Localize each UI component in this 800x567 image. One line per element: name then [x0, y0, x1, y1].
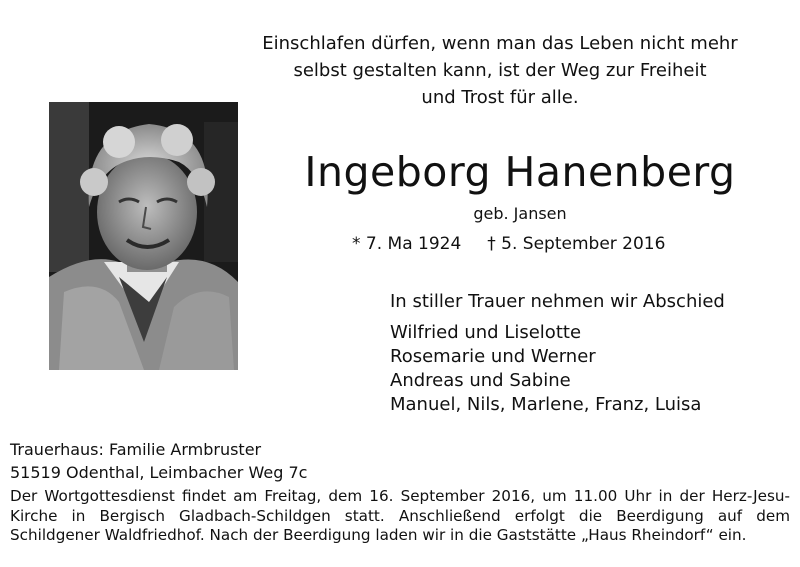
quote-line: Einschlafen dürfen, wenn man das Leben nicht mehr	[262, 33, 738, 54]
service-announcement: Der Wortgottesdienst findet am Freitag, dem 16. September 2016, um 11.00 Uhr in der Herz-Jesu-Kirche in Bergisch Gladbach-Schildgen statt. Anschließend erfolgt die Beerdigung auf dem Schildgener Waldfriedhof. Nach der Beerdigung laden wir in die Gaststätte „Haus Rheindorf“ ein.	[10, 487, 790, 544]
mourner-entry: Wilfried und Liselotte	[390, 322, 582, 343]
quote-line: und Trost für alle.	[421, 87, 579, 108]
mourner-entry: Andreas und Sabine	[390, 370, 571, 391]
mourning-house	[10, 438, 307, 484]
death-date: † 5. September 2016	[487, 234, 666, 254]
house-name: Trauerhaus: Familie Armbruster	[10, 440, 262, 459]
quote-line: selbst gestalten kann, ist der Weg zur Freiheit	[293, 60, 707, 81]
mourning-line: In stiller Trauer nehmen wir Abschied	[390, 291, 725, 312]
life-dates	[352, 234, 665, 254]
maiden-name: geb. Jansen	[473, 204, 567, 223]
mourner-entry: Manuel, Nils, Marlene, Franz, Luisa	[390, 394, 702, 415]
mourner-entry: Rosemarie und Werner	[390, 346, 596, 367]
portrait-photo	[49, 102, 238, 370]
deceased-name: Ingeborg Hanenberg	[304, 148, 736, 196]
portrait-illustration	[49, 102, 238, 370]
quote-block	[240, 30, 760, 111]
mourners-list	[390, 321, 701, 417]
birth-date: * 7. Ma 1924	[352, 234, 462, 254]
house-address: 51519 Odenthal, Leimbacher Weg 7c	[10, 463, 308, 482]
